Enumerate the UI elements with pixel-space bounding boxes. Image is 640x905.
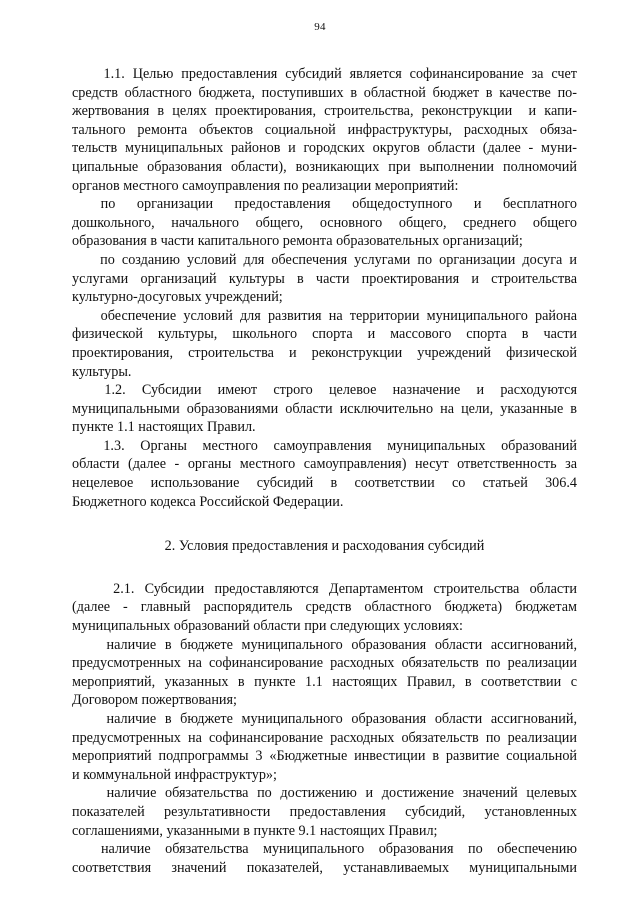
text-line: культурно-досуговых учреждений; [72,289,283,306]
paragraph [72,784,577,840]
text-line: показателей результативности предоставления субсидий, установленных [72,803,577,820]
text-line: муниципальных образований области при следующих условиях: [72,618,463,635]
text-line: 1.3. Органы местного самоуправления муниципальных образований [72,437,577,454]
paragraph [72,840,577,877]
text-line: области (далее - органы местного самоуправления) несут ответственность за [72,456,577,473]
document-body [72,65,577,877]
text-line: мероприятий подпрограммы 3 «Бюджетные инвестиции в развитие социальной [72,748,577,765]
text-line: соответствия значений показателей, устанавливаемых муниципальными [72,859,577,876]
text-line: нецелевое использование субсидий в соответствии со статьей 306.4 [72,475,577,492]
paragraph [72,195,577,251]
text-line: жертвования в целях проектирования, строительства, реконструкции и капи- [72,103,577,120]
text-line: дошкольного, начального общего, основного общего, среднего общего [72,214,577,231]
paragraph [72,251,577,307]
paragraph [72,636,577,710]
text-line: 1.1. Целью предоставления субсидий является софинансирование за счет [72,66,577,82]
paragraph [72,437,577,511]
paragraph [72,580,577,636]
text-line: наличие в бюджете муниципального образования области ассигнований, [72,711,577,727]
text-line: 1.2. Субсидии имеют строго целевое назначение и расходуются [72,382,577,399]
text-line: по созданию условий для обеспечения услугами по организации досуга и [72,251,577,268]
text-line: услугами организаций культуры в части проектирования и строительства [72,270,577,287]
text-line: по организации предоставления общедоступного и бесплатного [72,196,577,213]
text-line: Бюджетного кодекса Российской Федерации. [72,493,344,510]
text-line: муниципальными образованиями области исключительно на цели, указанные в [72,400,577,417]
text-line: наличие обязательства по достижению и достижение значений целевых [72,785,577,802]
paragraph [72,307,577,381]
text-line: Договором пожертвования; [72,692,237,709]
text-line: предусмотренных на софинансирование расходных обязательств по реализации [72,729,577,746]
text-line: пункте 1.1 настоящих Правил. [72,419,256,436]
text-line: тельств муниципальных районов и городских округов области (далее - муни- [72,140,577,157]
paragraph [72,710,577,784]
text-line: ципальные образования области), возникающих при выполнении полномочий [72,158,577,175]
text-line: предусмотренных на софинансирование расходных обязательств по реализации [72,655,577,672]
text-line: и коммунальной инфраструктур»; [72,766,277,783]
text-line: культуры. [72,363,132,380]
text-line: физической культуры, школьного спорта и массового спорта в части [72,326,577,343]
text-line: тального ремонта объектов социальной инфраструктуры, расходных обяза- [72,121,577,138]
text-line: образования в части капитального ремонта образовательных организаций; [72,233,523,250]
text-line: наличие обязательства муниципального образования по обеспечению [72,841,577,858]
text-line: наличие в бюджете муниципального образования области ассигнований, [72,636,577,653]
page-number: 94 [314,21,326,33]
text-line: (далее - главный распорядитель средств областного бюджета) бюджетам [72,599,577,616]
text-line: проектирования, строительства и реконструкции учреждений физической [72,344,577,361]
paragraph [72,381,577,437]
text-line: мероприятий, указанных в пункте 1.1 настоящих Правил, в соответствии с [72,673,577,690]
text-line: соглашениями, указанными в пункте 9.1 настоящих Правил; [72,822,438,839]
section-heading: 2. Условия предоставления и расходования субсидий [164,538,485,555]
text-line: 2.1. Субсидии предоставляются Департаментом строительства области [72,580,577,597]
text-line: средств областного бюджета, поступивших в областной бюджет в качестве по- [72,84,577,101]
text-line: обеспечение условий для развития на территории муниципального района [72,307,577,324]
paragraph [72,65,577,195]
text-line: органов местного самоуправления по реализации мероприятий: [72,177,459,194]
